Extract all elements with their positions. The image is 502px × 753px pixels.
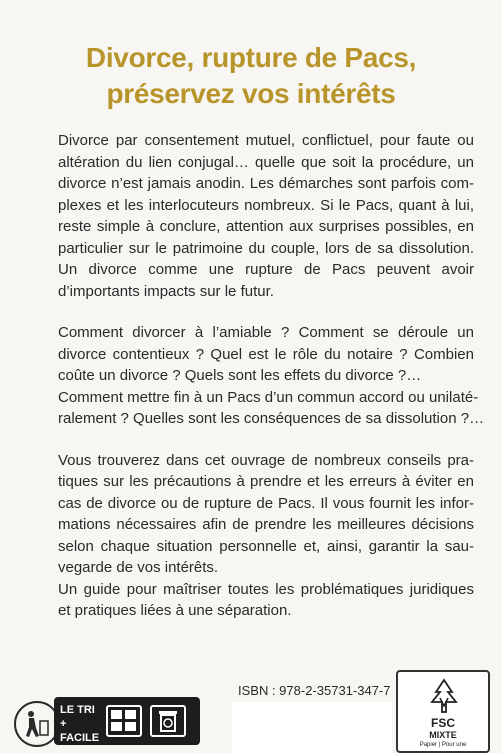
cover-footer: [0, 650, 502, 753]
text-line: tiques sur les précautions à prendre et les erreurs à éviter en: [58, 473, 474, 490]
back-cover-text: [58, 130, 485, 622]
book-title: [0, 40, 502, 112]
tri-label-line-1: LE TRI: [60, 704, 95, 716]
text-line: divorce contentieux ? Quel est le rôle du notaire ? Combien: [58, 345, 474, 363]
barcode-area: [232, 702, 392, 753]
text-line: Un guide pour maîtriser toutes les problématiques juridiques: [58, 580, 474, 598]
tri-facile-label: [60, 703, 104, 745]
fsc-mixte: MIXTE: [429, 730, 457, 740]
text-line: plexes et les interlocuteurs nombreux. Si le Pacs, quant à lui,: [58, 196, 474, 214]
text-line: altération du lien conjugal… quelle que soit la procédure, un: [58, 153, 474, 171]
text-line: selon chaque situation personnelle et, ainsi, garantir la sau-: [58, 537, 474, 555]
text-line: reste simple à conclure, attention aux surprises possibles, en: [58, 218, 474, 235]
text-line: Comment mettre fin à un Pacs d’un commun accord ou unilaté-: [58, 388, 479, 406]
paragraph-1: [58, 130, 474, 302]
fsc-label-box: [396, 670, 490, 753]
text-line: ralement ? Quelles sont les conséquences de sa dissolution ?…: [58, 410, 485, 427]
fsc-label: FSC: [431, 716, 455, 730]
text-line: mations nécessaires afin de prendre les meilleures décisions: [58, 516, 474, 533]
paragraph-2: [58, 322, 485, 430]
text-line: Vous trouverez dans cet ouvrage de nombreux conseils pra-: [58, 451, 474, 469]
text-line: particulier sur le patrimoine du couple, lors de sa dissolution.: [58, 239, 474, 257]
paragraph-3: [58, 450, 474, 622]
tri-label-line-2: + FACILE: [60, 718, 100, 744]
tri-facile-badge: [54, 697, 200, 745]
text-line: cas de divorce ou de rupture de Pacs. Il vous fournit les infor-: [58, 494, 474, 512]
text-line: d’importants impacts sur le futur.: [58, 282, 274, 300]
isbn-number: ISBN : 978-2-35731-347-7: [238, 683, 391, 698]
recycling-bin-icon: [150, 705, 186, 737]
text-line: Comment divorcer à l’amiable ? Comment se déroule un: [58, 324, 474, 341]
sorting-grid-icon: [106, 705, 142, 737]
text-line: et pratiques liées à une séparation.: [58, 602, 292, 619]
text-line: coûte un divorce ? Quels sont les effets du divorce ?…: [58, 367, 422, 384]
text-line: vegarde de vos intérêts.: [58, 559, 219, 576]
fsc-tree-icon: [422, 678, 466, 719]
text-line: Divorce par consentement mutuel, conflictuel, pour faute ou: [58, 132, 474, 149]
book-title-line-2: préservez vos intérêts: [106, 78, 396, 109]
fsc-subtext: Papier | Pour une: [419, 742, 467, 748]
text-line: Un divorce comme une rupture de Pacs peuvent avoir: [58, 261, 474, 278]
book-title-line-1: Divorce, rupture de Pacs,: [85, 42, 417, 73]
triman-logo: [14, 695, 200, 753]
text-line: divorce n’est jamais anodin. Les démarches sont parfois com-: [58, 175, 474, 192]
